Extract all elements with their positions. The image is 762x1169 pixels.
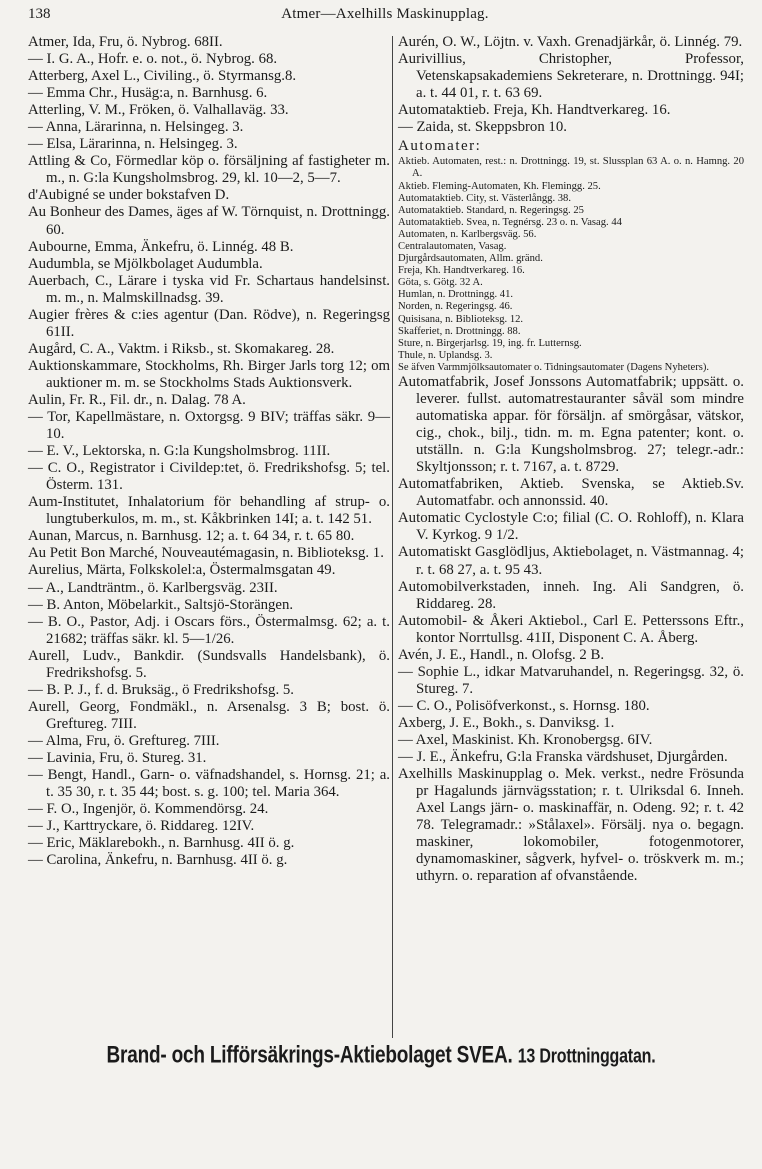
footer-address: 13 Drottninggatan. <box>517 1046 656 1068</box>
directory-entry: — Tor, Kapellmästare, n. Oxtorgsg. 9 BIV; träffas säkr. 9—10. <box>28 409 390 443</box>
directory-entry: — Carolina, Änkefru, n. Barnhusg. 4II ö. g. <box>28 852 288 869</box>
automater-entry: Centralautomaten, Vasag. <box>398 240 507 252</box>
right-column-bottom-entries <box>398 374 744 885</box>
directory-entry: Automatfabrik, Josef Jonssons Automatfabrik; uppsätt. o. leverer. fullst. automatrestauranter såväl som mindre automatiska appar. för försäljn. af smörgåsar, vätskor, cig., chok., bilj., tidn. m. m. Egna patenter; kont. o. utställn. n. G:la Kungsholmsbrog. 27; telegr.-adr.: Skyltjonsson; r. t. 7167, a. t. 8729. <box>398 374 744 476</box>
right-column-top-entries <box>398 34 744 136</box>
directory-entry: Aum-Institutet, Inhalatorium för behandling af strup- o. lungtuberkulos, m. m., st. Kåkbrinken 14I; a. t. 142 51. <box>28 494 390 528</box>
directory-entry: — C. O., Registrator i Civildep:tet, ö. Fredrikshofsg. 5; tel. Österm. 131. <box>28 460 390 494</box>
automater-entry: Automaten, n. Karlbergsväg. 56. <box>398 228 537 240</box>
directory-entry: Aunan, Marcus, n. Barnhusg. 12; a. t. 64 34, r. t. 65 80. <box>28 528 355 545</box>
directory-entry: Atterberg, Axel L., Civiling., ö. Styrmansg.8. <box>28 68 297 85</box>
directory-entry: — Sophie L., idkar Matvaruhandel, n. Regeringsg. 32, ö. Stureg. 7. <box>398 663 744 697</box>
directory-entry: Aulin, Fr. R., Fil. dr., n. Dalag. 78 A. <box>28 391 246 408</box>
directory-entry: — F. O., Ingenjör, ö. Kommendörsg. 24. <box>28 801 269 818</box>
directory-entry: Augier frères & c:ies agentur (Dan. Rödve), n. Regeringsg 61II. <box>28 306 390 340</box>
right-column <box>398 34 744 885</box>
directory-entry: — Zaida, st. Skeppsbron 10. <box>398 119 567 136</box>
automater-entry: Se äfven Varmmjölksautomater o. Tidningsautomater (Dagens Nyheters). <box>398 361 710 373</box>
automater-entry: Quisisana, n. Biblioteksg. 12. <box>398 313 524 325</box>
directory-entry: Aurén, O. W., Löjtn. v. Vaxh. Grenadjärkår, ö. Linnég. 79. <box>398 34 743 50</box>
automater-entry: Automataktieb. Svea, n. Tegnérsg. 23 o. n. Vasag. 44 <box>398 216 622 228</box>
directory-entry: Augård, C. A., Vaktm. i Riksb., st. Skomakareg. 28. <box>28 340 335 357</box>
automater-entry: Skafferiet, n. Drottningg. 88. <box>398 325 521 337</box>
advertisement-footer <box>0 1042 762 1070</box>
directory-entry: Automatic Cyclostyle C:o; filial (C. O. Rohloff), n. Klara V. Kyrkog. 9 1/2. <box>398 510 744 544</box>
automater-entry: Norden, n. Regeringsg. 46. <box>398 301 513 313</box>
directory-entry: Avén, J. E., Handl., n. Olofsg. 2 B. <box>398 646 605 663</box>
directory-entry: — I. G. A., Hofr. e. o. not., ö. Nybrog. 68. <box>28 51 278 68</box>
directory-entry: — Alma, Fru, ö. Greftureg. 7III. <box>28 732 220 749</box>
directory-entry: Atmer, Ida, Fru, ö. Nybrog. 68II. <box>28 34 223 50</box>
automater-entry: Sture, n. Birgerjarlsg. 19, ing. fr. Lutternsg. <box>398 337 582 349</box>
directory-entry: — Lavinia, Fru, ö. Stureg. 31. <box>28 749 207 766</box>
directory-entry: Auktionskammare, Stockholms, Rh. Birger Jarls torg 12; om auktioner m. m. se Stockholms Stads Auktionsverk. <box>28 357 390 391</box>
directory-entry: — Eric, Mäklarebokh., n. Barnhusg. 4II ö. g. <box>28 835 295 852</box>
directory-entry: Attling & Co, Förmedlar köp o. försäljning af fastigheter m. m., n. G:la Kungsholmsbrog. 29, kl. 10—2, 5—7. <box>28 153 390 187</box>
automater-entry: Aktieb. Fleming-Automaten, Kh. Flemingg. 25. <box>398 180 601 192</box>
directory-entry: — B. Anton, Möbelarkit., Saltsjö-Storängen. <box>28 596 294 613</box>
page-number: 138 <box>28 6 51 22</box>
automater-entry: Freja, Kh. Handtverkareg. 16. <box>398 265 525 277</box>
directory-entry: — Bengt, Handl., Garn- o. väfnadshandel, s. Hornsg. 21; a. t. 35 30, r. t. 35 44; bost. s. g. 100; tel. Maria 364. <box>28 767 390 801</box>
directory-entry: Au Bonheur des Dames, äges af W. Törnquist, n. Drottningg. 60. <box>28 204 390 238</box>
column-divider <box>392 36 393 1038</box>
directory-entry: Aurell, Georg, Fondmäkl., n. Arsenalsg. 3 B; bost. ö. Greftureg. 7III. <box>28 698 390 732</box>
directory-entry: Axberg, J. E., Bokh., s. Danviksg. 1. <box>398 714 615 731</box>
automater-heading: Automater: <box>398 138 482 155</box>
directory-entry: — A., Landträntm., ö. Karlbergsväg. 23II. <box>28 579 278 596</box>
directory-entry: Automataktieb. Freja, Kh. Handtverkareg. 16. <box>398 102 671 119</box>
directory-entry: Automatfabriken, Aktieb. Svenska, se Aktieb.Sv. Automatfabr. och annonssid. 40. <box>398 476 744 510</box>
automater-entry: Automataktieb. City, st. Västerlångg. 38. <box>398 192 572 204</box>
directory-entry: Axelhills Maskinupplag o. Mek. verkst., nedre Frösunda pr Hagalunds järnvägsstation; r. t. Ulriksdal 6. Inneh. Axel Langs järn- o. maskinaffär, n. Odeng. 92; r. t. 42 78. Telegramadr.: »Stålaxel». Försälj. nya o. begagn. maskiner, lokomobiler, fotogenmotorer, dynamomaskiner, sågverk, hyfvel- o. tröskverk m. m.; uthyrn. o. reparation af ofvanstående. <box>398 766 744 885</box>
directory-entry: Aubourne, Emma, Änkefru, ö. Linnég. 48 B. <box>28 238 294 255</box>
directory-entry: Automobil- & Åkeri Aktiebol., Carl E. Petterssons Eftr., kontor Norrtullsg. 41II, Disponent C. A. Åberg. <box>398 612 744 646</box>
automater-entry: Aktieb. Automaten, rest.: n. Drottningg. 19, st. Slussplan 63 A. o. n. Hamng. 20 A. <box>398 156 744 180</box>
page-header <box>28 6 742 30</box>
automater-entry: Humlan, n. Drottningg. 41. <box>398 289 514 301</box>
automater-list <box>398 156 744 374</box>
directory-entry: — C. O., Polisöfverkonst., s. Hornsg. 180. <box>398 697 650 714</box>
directory-entry: Audumbla, se Mjölkbolaget Audumbla. <box>28 255 263 272</box>
directory-entry: Au Petit Bon Marché, Nouveautémagasin, n. Biblioteksg. 1. <box>28 545 384 562</box>
directory-entry: Atterling, V. M., Fröken, ö. Valhallaväg. 33. <box>28 102 289 119</box>
running-head: Atmer—Axelhills Maskinupplag. <box>281 6 489 22</box>
directory-entry: — Anna, Lärarinna, n. Helsingeg. 3. <box>28 119 244 136</box>
directory-entry: Aurelius, Märta, Folkskolel:a, Östermalmsgatan 49. <box>28 562 336 579</box>
automater-entry: Automataktieb. Standard, n. Regeringsg. 25 <box>398 204 584 216</box>
left-column <box>28 34 390 869</box>
directory-entry: — J., Karttryckare, ö. Riddareg. 12IV. <box>28 818 255 835</box>
directory-entry: Automobilverkstaden, inneh. Ing. Ali Sandgren, ö. Riddareg. 28. <box>398 578 744 612</box>
directory-entry: — Emma Chr., Husäg:a, n. Barnhusg. 6. <box>28 85 268 102</box>
automater-entry: Thule, n. Uplandsg. 3. <box>398 349 493 361</box>
directory-entry: — Axel, Maskinist. Kh. Kronobergsg. 6IV. <box>398 732 653 748</box>
directory-entry: Aurivillius, Christopher, Professor, Vetenskapsakademiens Sekreterare, n. Drottningg. 94I; a. t. 44 01, r. t. 63 69. <box>398 51 744 102</box>
automater-entry: Göta, s. Götg. 32 A. <box>398 277 483 289</box>
directory-entry: — B. P. J., f. d. Bruksäg., ö Fredrikshofsg. 5. <box>28 681 294 698</box>
directory-entry: — B. O., Pastor, Adj. i Oscars förs., Östermalmsg. 62; a. t. 21682; träffas säkr. kl. 5—1/26. <box>28 613 390 647</box>
directory-entry: — J. E., Änkefru, G:la Franska värdshuset, Djurgården. <box>398 749 728 766</box>
directory-entry: — E. V., Lektorska, n. G:la Kungsholmsbrog. 11II. <box>28 443 331 460</box>
directory-entry: Automatiskt Gasglödljus, Aktiebolaget, n. Västmannag. 4; r. t. 68 27, a. t. 95 43. <box>398 544 744 578</box>
directory-entry: Aurell, Ludv., Bankdir. (Sundsvalls Handelsbank), ö. Fredrikshofsg. 5. <box>28 647 390 681</box>
automater-entry: Djurgårdsautomaten, Allm. gränd. <box>398 253 543 265</box>
directory-entry: d'Aubigné se under bokstafven D. <box>28 187 230 204</box>
directory-entry: — Elsa, Lärarinna, n. Helsingeg. 3. <box>28 136 238 153</box>
directory-entry: Auerbach, C., Lärare i tyska vid Fr. Schartaus handelsinst. m. m., n. Malmskillnadsg. 39. <box>28 272 390 306</box>
footer-company: Brand- och Lifförsäkrings-Aktiebolaget SVEA. <box>106 1042 513 1069</box>
